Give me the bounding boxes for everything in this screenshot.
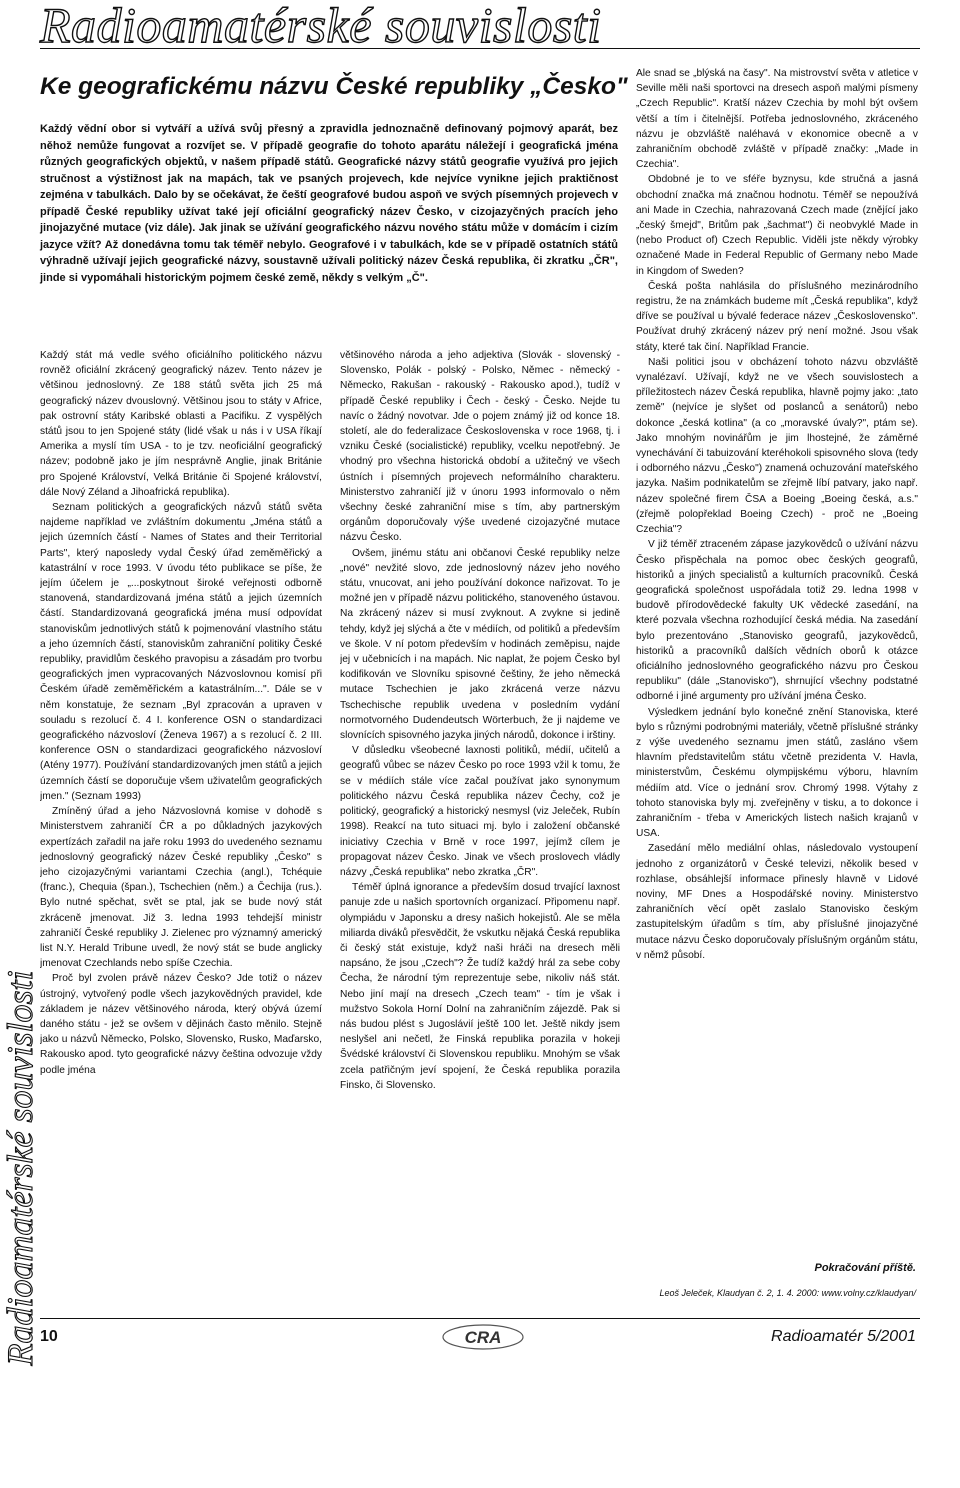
logo-text: CRA — [464, 1328, 502, 1347]
text-column-1 — [40, 348, 322, 1318]
paragraph: Česká pošta nahlásila do příslušného mezinárodního registru, že na známkách budeme mít „Česká republika", když dříve se používal u bývalé federace název „Československo". Používat druhý zkrácený název prý není možné. Jsou však státy, které tak činí. Například Francie. — [636, 280, 918, 353]
paragraph: Ale snad se „blýská na časy". Na mistrovství světa v atletice v Seville měli naši sportovci na dresech aspoň malými písmeny „Czech Republic". Kratší název Czechia by mohl být ovšem větší a tím i čitelnější. Potřeba jednoslovného, zkráceného názvu je obzvláště naléhavá v ekonomice obecně a v zahraničním obchodě zvláště v případě značky: „Made in Czechia". — [636, 68, 918, 171]
paragraph: Ovšem, jinému státu ani občanovi České republiky nelze „nové" nevžité slovo, zde jednoslovný název jeho nového státu, vnucovat, ani jeho používání dokonce nařizovat. To je možné jen v případě názvu politického, stanoveného ústavou. Na zkrácený název si musí zvyknout. A zvykne si jedině tehdy, když jej slýchá a čte v médiích, od politiků a především ve škole. V ní potom především v hodinách zeměpisu, najde jej v učebnicích i na mapách. Nic naplat, že pojem Česko byl kodifikován ve Slovníku spisovné češtiny, že jeho německá mutace Tschechien je jako zkrácená verze názvu Tschechische republik uvedena v posledním vydání normotvorného Dudendeutsch Wörterbuch, že ji najdeme ve slovnících spisovného jazyka jiných národů, dokonce i irštiny. — [340, 547, 620, 742]
paragraph: Zasedání mělo mediální ohlas, následovalo vystoupení jednoho z organizátorů v České televizi, několik besed v rozhlase, obsáhlejší informace přinesly hlavně v Lidové noviny, MF Dnes a Hospodářské noviny. Ministerstvo zahraničních věcí opět zaslalo Stanovisko českým zastupitelským úřadům s tím, aby příslušné jinojazyčné mutace názvu Česko doporučovaly příslušným orgánům státu, v němž působí. — [636, 843, 918, 961]
paragraph: Téměř úplná ignorance a především dosud trvající laxnost panuje zde u našich sportovních organizací. Připomenu např. olympiádu v Japonsku a dresy našich hokejistů. Ale se měla miliarda diváků přesvědčit, že vskutku nějaká Česká republika či český stát existuje, když naši hráči na dresech měli napsáno, že jsou „Czech"? Že tudíž každý hrál za sebe coby Čecha, že národní tým reprezentuje sebe, nikoliv náš stát. Nebo jiní mají na dresech „Czech team" - tím je však i mužstvo Sokola Horní Dolní na zahraničním zájezdě. Pak si nás budou plést s Jugoslávií ještě 100 let. Ještě nikdy jsem neslyšel ani nečetl, že Finská republika porazila v hokeji Švédské království či Slovenskou republiku. Mnohým se však zcela patřičným jeví spojení, že Česká republika porazila Finsko, či Slovensko. — [340, 882, 620, 1091]
paragraph: V již téměř ztraceném zápase jazykovědců o užívání názvu Česko přispěchala na pomoc obec českých geografů, historiků a jiných specialistů a kulturních pracovníků. Česká geografická společnost uspořádala totiž 29. ledna 1998 v budově přírodovědecké fakulty UK vědecké zasedání, na které pozvala všechna rozhodující česká média. Na zasedání bylo prezentováno „Stanovisko geografů, jazykovědců, historiků a pracovníků dalších vědních oborů k otázce oficiálního jednoslovného geografického názvu pro Českou republiku" (dále „Stanovisko"), shrnující všechny podstatné odborné i jiné argumenty pro užívání jména Česko. — [636, 539, 918, 703]
paragraph: Obdobné je to ve sféře byznysu, kde stručná a jasná obchodní značka má značnou hodnotu. Téměř se nepoužívá ani Made in Czechia, nahrazovaná Czech made (znějící jako „český šmejd", Britům pak „šachmat") či neobvyklé Made in (nebo Product of) Czech Republic. Viděli jste někdy výrobky označené Made in Federal Republic of Germany nebo Made in Kingdom of Sweden? — [636, 174, 918, 277]
text-column-3 — [636, 66, 918, 1206]
article-title: Ke geografickému názvu České republiky „Česko" — [40, 73, 628, 100]
continued-note: Pokračování příště. — [814, 1262, 916, 1274]
paragraph: Výsledkem jednání bylo konečné znění Stanoviska, které bylo s různými podrobnými materiály, včetně příslušné stránky z výše uvedeného seznamu jmen států, zasláno všem hlavním představitelům státu včetně prezidenta V. Havla, ministerstvům, Českému olympijskému výboru, hlavním médiím atd. Více o jednání srov. Chromý 1998. Výtahy z tohoto stanoviska byly mj. zveřejněny v tisku, a to dokonce i zahraničním - třeba v Amerických listech našich krajanů v USA. — [636, 706, 918, 840]
paragraph: Každý stát má vedle svého oficiálního politického názvu rovněž oficiální zkrácený geografický název. Tento název je většinou jednoslovný. Ze 188 států světa jich 25 má geografický název dvouslovný. Většinou jsou to státy v Africe, pak ostrovní státy Karibské oblasti a Pacifiku. Z vyspělých států jsou to jen Spojené státy (lidé však u nás i v USA říkají Amerika a myslí tím USA - to je tzv. neoficiální geografický název; podobně jako je jím nesprávně Anglie, jinak Británie pro Spojené Království, Velká Británie či Spojené království, dále Nový Zéland a Jihoafrická republika). — [40, 350, 322, 498]
side-section-label: Radioamatérské souvislosti — [0, 970, 40, 1366]
section-title: Radioamatérské souvislosti — [40, 0, 602, 53]
paragraph: V důsledku všeobecné laxnosti politiků, médií, učitelů a geografů vůbec se název Česko po roce 1993 vžil k tomu, že se v médiích stále více začal používat jako synonymum politického názvu Česká republika název Čechy, což je politický, geografický a historický nesmysl (viz Jeleček, Rubín 1998). Reakcí na tuto situaci mj. bylo i založení občanské iniciativy Czechia v Brně v roce 1997, jejímž cílem je propagovat název Česko. Jinak ve všech proslovech vládly názvy „Česká republika" nebo zkratka „ČR". — [340, 745, 620, 878]
header-divider — [40, 48, 920, 49]
cra-logo-icon — [438, 1322, 528, 1352]
source-citation: Leoš Jeleček, Klaudyan č. 2, 1. 4. 2000: www.volny.cz/klaudyan/ — [659, 1288, 916, 1298]
paragraph: Seznam politických a geografických názvů států světa najdeme například ve zvláštním dokumentu „Jména států a jejich územních částí - Names of States and their Territorial Parts", který naposledy vydal Český úřad zeměměřický a katastrální v roce 1993. V úvodu této publikace se píše, že jejím účelem je „...poskytnout široké veřejnosti odborně stanovená, standardizovaná jména států a jejich územních částí. Standardizovaná geografická jména musí odpovídat stanoviskům jednotlivých států k pojmenování vlastního státu a jeho územních částí, stanoviskům zahraniční politiky České republiky, pravidlům českého pravopisu a zásadám pro tvorbu geografických jmen vypracovaných Názvoslovnou komisí při Českém úřadě zeměměřickém a katastrálním...". Dále se v něm konstatuje, že seznam „Byl zpracován a upraven v souladu s rezolucí č. 4 I. konference OSN o standardizaci geografického názvosloví (Ženeva 1967) a s rezolucí č. 2 III. konference OSN o standardizaci geografického názvosloví (Atény 1977). Používání standardizovaných jmen států a jejich územních částí se doporučuje všem uživatelům geografických jmen." (Seznam 1993) — [40, 502, 322, 802]
paragraph: Proč byl zvolen právě název Česko? Jde totiž o název ústrojný, vytvořený podle všech jazykovědných pravidel, kde základem je název většinového národa, který obývá území daného státu - jež se ovšem v dějinách často měnilo. Stejně jako u názvů Německo, Polsko, Slovensko, Rusko, Maďarsko, Rakousko apod. tyto geografické názvy čeština odvozuje vždy podle jména — [40, 973, 322, 1076]
text-column-2 — [340, 348, 620, 1318]
magazine-issue: Radioamatér 5/2001 — [771, 1328, 916, 1345]
footer-divider — [40, 1318, 920, 1319]
page-number: 10 — [40, 1328, 58, 1345]
paragraph: Zmíněný úřad a jeho Názvoslovná komise v dohodě s Ministerstvem zahraničí ČR a po důkladných jazykových expertízách zařadil na jaře roku 1993 do uvedeného seznamu jednoslovný geografický název České republiky „Česko" s jeho cizojazyčnými variantami Czechia (angl.), Tchéquie (franc.), Chequia (špan.), Tschechien (něm.) a Čechija (rus.). Bylo nutné spěchat, svět se ptal, jak se bude nový stát zkráceně jmenovat. Již 3. ledna 1993 tehdejší ministr zahraničí České republiky J. Zielenec pro významný americký list N.Y. Herald Tribune uvedl, že nový stát se bude anglicky jmenovat Czechlands nebo spíše Czechia. — [40, 806, 322, 970]
paragraph: Naši politici jsou v obcházení tohoto názvu obzvláště vynalézaví. Užívají, když ne ve všech souvislostech a příležitostech název Česká republika, hlavně pojmy jako: „tato země" (nejvíce je slyšet od poslanců a senátorů) nebo dokonce „česká kotlina" (a co „moravské úvaly?", ptám se). Jako mnohým novinářům je jim lhostejné, že záměrné vynechávání či tabuizování kteréhokoli spisovného slova (tedy i odborného názvu „Česko") znamená ochuzování mateřského jazyka. Našim podnikatelům se zřejmě líbí patvary, jako např. název společné firem ČSA a Boeing „Boeing česká, a.s." (zřejmě polopřeklad Boeing Czech) - proč ne „Boeing Czechia"? — [636, 356, 918, 536]
paragraph: většinového národa a jeho adjektiva (Slovák - slovenský - Slovensko, Polák - polský - Polsko, Němec - německý - Německo, Rakušan - rakouský - Rakousko apod.), tudíž v případě České republiky i Čech - český - Česko. Nejde tu navíc o žádný novotvar. Jde o pojem známý již od konce 18. století, ale do federalizace Československa v roce 1968, tj. i vzniku České (socialistické) republiky, vcelku nepotřebný. Je vhodný pro všechna historická období a užitečný ve všech ústních i písemných projevech neformálního charakteru. Ministerstvo zahraničí již v únoru 1993 informovalo o něm všechny české zahraniční mise s tím, aby partnerským orgánům doporučovaly výše uvedené cizojazyčné mutace názvu Česko. — [340, 350, 620, 544]
article-lead: Každý vědní obor si vytváří a užívá svůj přesný a zpravidla jednoznačně definovaný pojmový aparát, bez něhož nemůže fungovat a rozvíjet se. V případě geografie do tohoto aparátu náležejí i geografická jména různých geografických objektů, v našem případě států. Geografické názvy států geografie využívá pro jejich stručnost a výstižnost jak na mapách, tak ve psaných projevech, kde nejvíce vynikne jejich praktičnost zejména v tabulkách. Dalo by se očekávat, že čeští geografové budou aspoň ve svých písemných projevech v případě České republiky užívat také její oficiální geografický název Česko, v cizojazyčných pracích jeho jinojazyčné mutace (viz dále). Jak jinak se užívání geografického názvu nového státu může v domácím i cizím jazyce vžít? Až donedávna tomu tak téměř nebylo. Geografové i v tabulkách, kde se v případě ostatních států výhradně užívají jejich geografické názvy, soustavně užívali politický název Česká republika, či zkratku „ČR", jinde si vypomáhali historickým pojmem české země, někdy s velkým „Č". — [40, 123, 618, 284]
